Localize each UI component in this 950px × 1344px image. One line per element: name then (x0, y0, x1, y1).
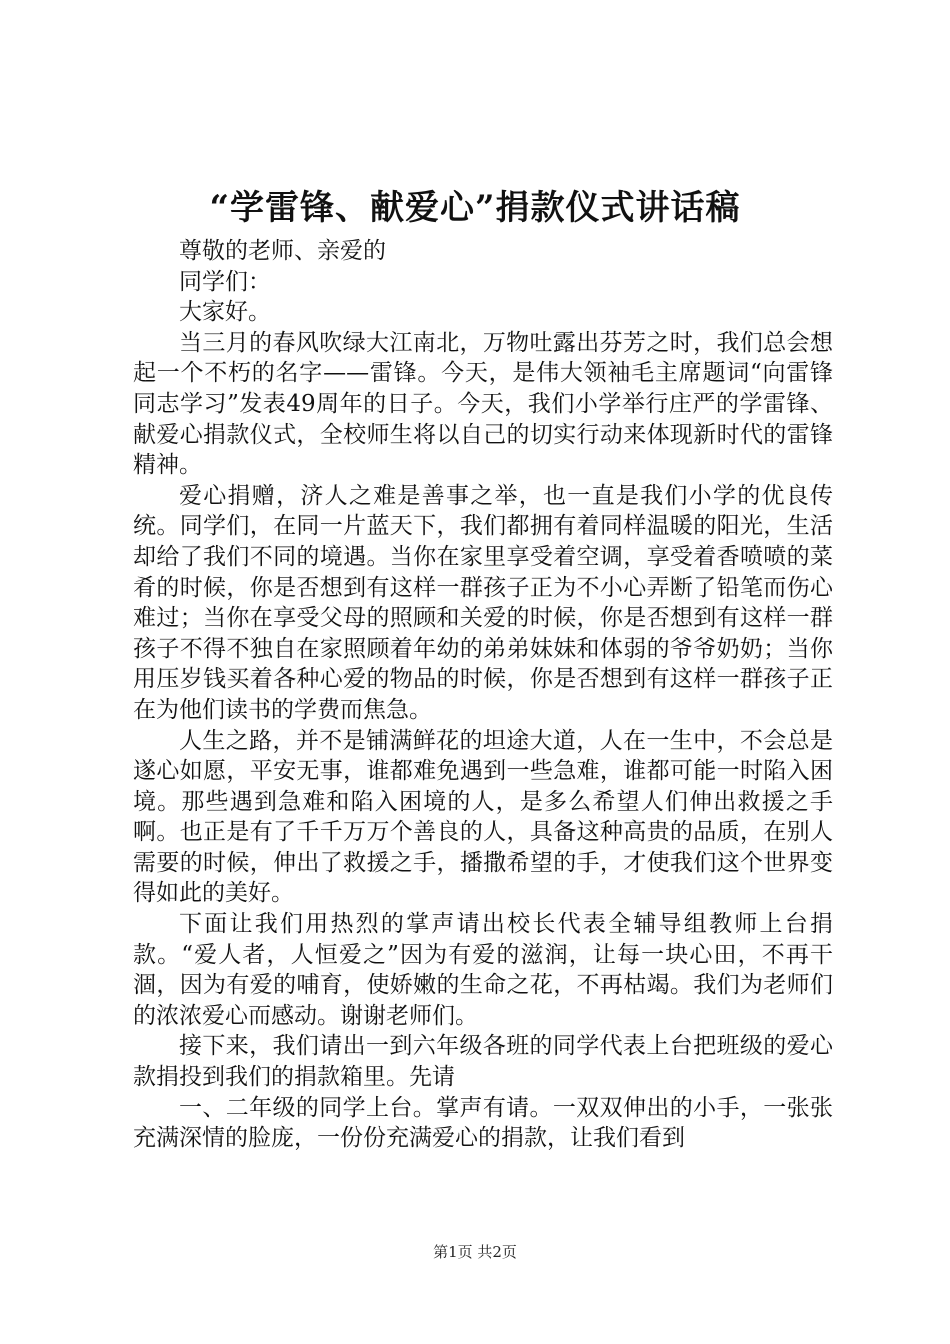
paragraph: 接下来，我们请出一到六年级各班的同学代表上台把班级的爱心款捐投到我们的捐款箱里。先请 (133, 1033, 833, 1091)
page-footer: 第1页 共2页 (433, 1243, 517, 1261)
salutation-line-1: 尊敬的老师、亲爱的 (179, 238, 386, 264)
document-body (133, 236, 833, 1154)
paragraph: 爱心捐赠，济人之难是善事之举，也一直是我们小学的优良传统。同学们，在同一片蓝天下，我们都拥有着同样温暖的阳光，生活却给了我们不同的境遇。当你在家里享受着空调，享受着香喷喷的菜肴的时候，你是否想到有这样一群孩子正为不小心弄断了铅笔而伤心难过；当你在享受父母的照顾和关爱的时候，你是否想到有这样一群孩子不得不独自在家照顾着年幼的弟弟妹妹和体弱的爷爷奶奶；当你用压岁钱买着各种心爱的物品的时候，你是否想到有这样一群孩子正在为他们读书的学费而焦急。 (133, 482, 833, 723)
paragraph: 下面让我们用热烈的掌声请出校长代表全辅导组教师上台捐款。“爱人者，人恒爱之”因为有爱的滋润，让每一块心田，不再干涸，因为有爱的哺育，使娇嫩的生命之花，不再枯竭。我们为老师们的浓浓爱心而感动。谢谢老师们。 (133, 911, 833, 1029)
paragraph: 当三月的春风吹绿大江南北，万物吐露出芬芳之时，我们总会想起一个不朽的名字——雷锋。今天，是伟大领袖毛主席题词“向雷锋同志学习”发表49周年的日子。今天，我们小学举行庄严的学雷锋、献爱心捐款仪式，全校师生将以自己的切实行动来体现新时代的雷锋精神。 (133, 329, 833, 479)
document-title: “学雷锋、献爱心”捐款仪式讲话稿 (209, 188, 741, 228)
greeting: 大家好。 (179, 299, 271, 326)
paragraph: 一、二年级的同学上台。掌声有请。一双双伸出的小手，一张张充满深情的脸庞，一份份充满爱心的捐款，让我们看到 (133, 1094, 833, 1152)
paragraph: 人生之路，并不是铺满鲜花的坦途大道，人在一生中，不会总是遂心如愿，平安无事，谁都难免遇到一些急难，谁都可能一时陷入困境。那些遇到急难和陷入困境的人，是多么希望人们伸出救援之手啊。也正是有了千千万万个善良的人，具备这种高贵的品质，在别人需要的时候，伸出了救援之手，播撒希望的手，才使我们这个世界变得如此的美好。 (133, 727, 833, 907)
salutation-line-2: 同学们： (179, 268, 271, 295)
